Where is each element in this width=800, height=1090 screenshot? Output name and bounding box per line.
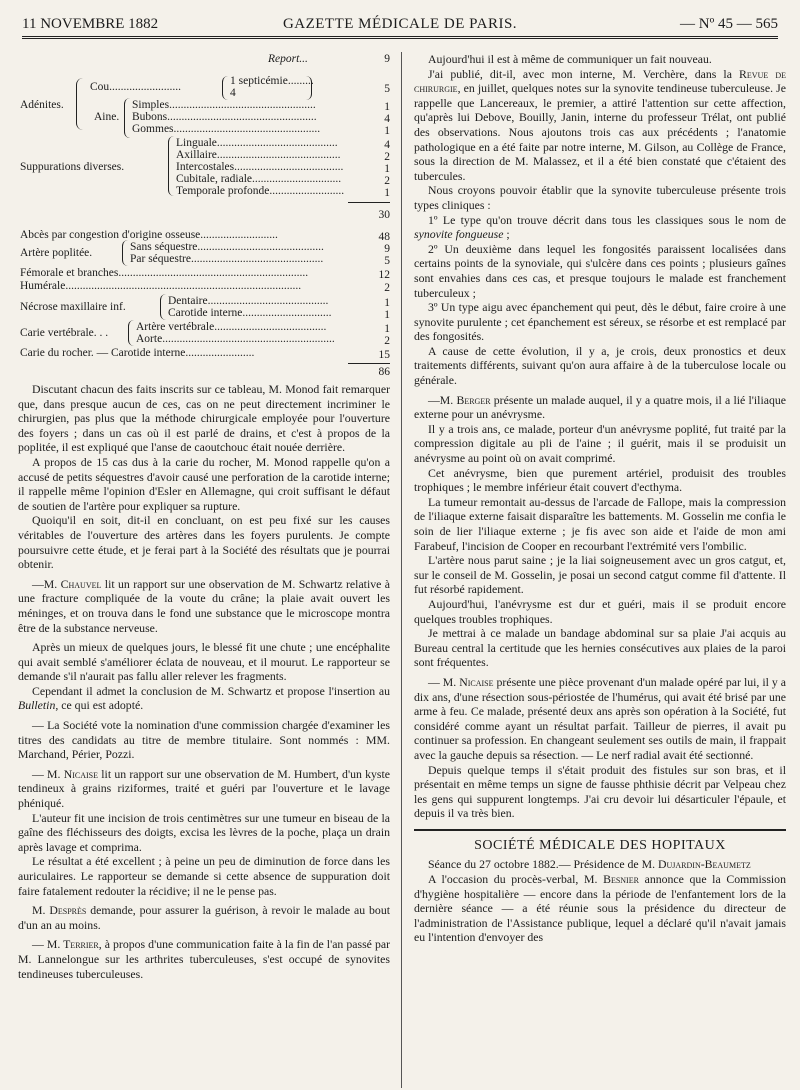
paragraph: Discutant chacun des faits inscrits sur ce tableau, M. Monod fait remarquer que, dans presque aucun de ces, cas on ne peut directement incriminer le chirurgien, pas plus que la méthode chirurgicale employée pour l'ouverture des foyers ; dans un cas où il est parlé de drains, et c'est à propos de la poplitée, il est expliqué que l'anse de caoutchouc était nouée derrière.: [18, 382, 390, 455]
header-issue: — Nº 45 — 565: [680, 16, 778, 32]
subtotal-value: 30: [378, 209, 390, 221]
suppurations-brace: [168, 136, 174, 196]
intercostales-value: 1: [384, 163, 390, 175]
artere-vertebrale-value: 1: [384, 323, 390, 335]
simples-label: Simples: [132, 99, 170, 111]
paragraph: Aujourd'hui, l'anévrysme est dur et guéri, mais il se produit encore quelques troubles trophiques.: [414, 596, 786, 626]
axillaire-value: 2: [384, 151, 390, 163]
paragraph: M. Desprès demande, pour assurer la guérison, à revoir le malade au bout d'un an au moins.: [18, 903, 390, 932]
total-rule: [348, 363, 390, 364]
speaker-name: M. Berger: [439, 392, 491, 407]
paragraph: Il y a trois ans, ce malade, porteur d'un anévrysme poplité, fut traité par la compression digitale au pli de l'aine ; il guérit, mais il se produisit un anévrysme au point où on avait comprimé.: [414, 421, 786, 466]
cou-value: 5: [384, 83, 390, 95]
paragraph: —M. Chauvel lit un rapport sur une observation de M. Schwartz relative à une fracture compliquée de la voute du crâne; la plaie avait ouvert les méninges, et on trouva dans le fond une substance que le microscope montra être de la substance nerveuse.: [18, 576, 390, 635]
par-sequestre-label: Par séquestre: [130, 253, 191, 265]
paragraph: — M. Nicaise présente une pièce provenant d'un malade opéré par lui, il y a dix ans, d'une résection sous-périostée de l'humérus, qui avait été brisé par une arme à feu. Ce malade, présenté deux ans après son opération à la Société, fut considéré comme ayant un résultat parfait. Tailleur de pierres, il avait pu continuer sa profession. En changeant seulement ses outils de main, il frappait avec la gauche depuis sa résection. — Le nerf radial avait été sectionné.: [414, 674, 787, 762]
left-column: [18, 52, 390, 981]
cubitale-label: Cubitale, radiale: [176, 173, 252, 185]
seance-line: Séance du 27 octobre 1882.— Présidence de M. Dujardin-Beaumetz: [428, 857, 751, 872]
vertebrale-brace: [128, 320, 134, 346]
septicemie-brace: [306, 76, 312, 100]
paragraph: 3º Un type aigu avec épanchement qui peut, dès le début, faire croire à une synovite purulente ; cet épanchement est séreux, se résorbe et est remplacé par des fongosités.: [414, 300, 786, 344]
artere-poplitee-label: Artère poplitée.: [20, 247, 93, 259]
statistics-table: Report... 9 Adénites. Cou......................... 1 septicémie......... 4 5 Aine. Simples................................................... 1 Bubons.................................................... 4 Gommes................................................... 1 Suppurations diverses. Linguale.......................................... 4 Axillaire........................................... 2 Intercostales...................................... 1 Cubitale, radiale............................... 2 Temporale profonde.......................... 1 30 Abcès par congestion d'origine osseuse........................... 48 Artère poplitée. Sans séquestre............................................ 9 Par séquestre.............................................. 5 Fémorale et branches.................................................................. 12 Humérale.................................................................................. 2 Nécrose maxillaire inf. Dentaire.......................................... 1 Carotide interne............................... 1 Carie vertébrale. . . Artère vertébrale....................................... 1 Aorte............................................................ 2 Carie du rocher. — Carotide interne........................ 15 86: [20, 53, 390, 378]
paragraph: Cet anévrysme, bien que purement artériel, produisit des troubles trophiques ; le membre inférieur était couvert d'ecthyma.: [414, 465, 786, 495]
adenites-label: Adénites.: [20, 99, 64, 111]
paragraph: J'ai publié, dit-il, avec mon interne, M. Verchère, dans la Revue de chirurgie, en juillet, quelques notes sur la synovite tendineuse tuberculeuse. Je rappelle que Lancereaux, le premier, a attiré l'attention sur cette affection, qu'après lui Debove, Bouilly, Janin, interne du professeur Trélat, ont publié des observations. Nous ajoutons trois cas aux précédents ; l'anatomie pathologique en a été faite par notre interne, M. Gilson, au Collège de France, sous la direction de M. Malassez, et il a été bien constaté que c'étaient des tubercules.: [414, 66, 786, 183]
speaker-name: M. Desprès: [32, 903, 87, 918]
paragraph: — La Société vote la nomination d'une commission chargée d'examiner les titres des candidats au titre de membre titulaire. Sont nommés : MM. Marchand, Périer, Pozzi.: [18, 718, 390, 762]
temporale-label: Temporale profonde: [176, 185, 270, 197]
header-title: GAZETTE MÉDICALE DE PARIS.: [282, 16, 518, 32]
linguale-label: Linguale: [176, 137, 217, 149]
septicemie-extra: 4: [230, 87, 236, 99]
gommes-label: Gommes: [132, 123, 174, 135]
carie-vertebrale-label: Carie vertébrale. . .: [20, 327, 109, 339]
speaker-name: M. Chauvel: [43, 576, 102, 591]
linguale-value: 4: [384, 139, 390, 151]
cubitale-value: 2: [384, 175, 390, 187]
carie-rocher-value: 15: [378, 349, 390, 361]
artere-vertebrale-label: Artère vertébrale: [136, 321, 215, 333]
paragraph: A l'occasion du procès-verbal, M. Besnier annonce que la Commission d'hygiène hospitalière — encore dans la période de l'enfantement lors de la dernière séance — a été réunie sous la présidence du directeur de l'administration de l'Assistance publique, lequel a déclaré qu'il n'avait jamais eu l'intention d'envoyer des: [414, 872, 786, 945]
septicemie-label: 1 septicémie: [230, 75, 288, 87]
subtotal-rule: [348, 202, 390, 203]
right-column: [414, 52, 786, 945]
speaker-name: M. Terrier: [46, 937, 99, 952]
suppurations-label: Suppurations diverses.: [20, 161, 125, 173]
bubons-value: 4: [384, 113, 390, 125]
paragraph: 1º Le type qu'on trouve décrit dans tous les classiques sous le nom de synovite fongueuse ;: [414, 212, 786, 242]
aine-label: Aine.: [94, 111, 120, 123]
carotide-interne-value: 1: [384, 309, 390, 321]
sans-sequestre-value: 9: [384, 243, 390, 255]
paragraph: Quoiqu'il en soit, dit-il en concluant, on est peu fixé sur les causes véritables de l'ouverture des artères dans les foyers purulents. Je compte poursuivre cette étude, et je ferai part à la Société des résultats que je pourrai obtenir.: [18, 513, 390, 572]
adenites-brace: [76, 78, 83, 130]
speaker-name: M. Nicaise: [47, 766, 99, 781]
carie-rocher-label: Carie du rocher. — Carotide interne: [20, 347, 186, 359]
paragraph: — M. Nicaise lit un rapport sur une observation de M. Humbert, d'un kyste tendineux à grains riziformes, traité et guéri par l'ouverture et le lavage phéniqué.: [18, 766, 391, 811]
paragraph: A cause de cette évolution, il y a, je crois, deux pronostics et deux traitements différents, suivant qu'on aura affaire à de la tuberculose locale ou générale.: [414, 343, 786, 388]
cou-brace: [222, 76, 228, 100]
paragraph: Aujourd'hui il est à même de communiquer un fait nouveau.: [428, 52, 712, 66]
report-value: 9: [384, 53, 390, 65]
abces-label: Abcès par congestion d'origine osseuse: [20, 229, 201, 241]
cou-label: Cou: [90, 81, 110, 93]
header-date: 11 NOVEMBRE 1882: [22, 16, 159, 32]
axillaire-label: Axillaire: [176, 149, 217, 161]
temporale-value: 1: [384, 187, 390, 199]
aorte-label: Aorte: [136, 333, 163, 345]
section-title: SOCIÉTÉ MÉDICALE DES HOPITAUX: [474, 837, 726, 853]
paragraph: Le résultat a été excellent ; à peine un peu de diminution de force dans les auriculaires. Le rapporteur se demande si cette absence de suppuration doit faire fatalement redouter la récidive; il ne le pense pas.: [18, 854, 390, 898]
speaker-name: M. Nicaise: [442, 674, 494, 689]
carotide-interne-label: Carotide interne: [168, 307, 243, 319]
paragraph: Après un mieux de quelques jours, le blessé fit une chute ; une encéphalite qui avait semblé s'améliorer éclata de nouveau, et il mourut. Le rapporteur se demande s'il n'aurait pas fallu aller relever les fragments.: [18, 640, 390, 684]
femorale-label: Fémorale et branches: [20, 267, 119, 279]
paragraph: Nous croyons pouvoir établir que la synovite tuberculeuse présente trois types cliniques :: [414, 183, 786, 212]
column-divider: [401, 52, 402, 1088]
paragraph: Depuis quelque temps il s'était produit des fistules sur son bras, et il présentait en même temps un signe de fausse phthisie décrit par Velpeau chez les gens qui suppurent longtemps. J'ai cru devoir lui désarticuler l'épaule, et depuis il va très bien.: [414, 762, 786, 821]
humerale-value: 2: [384, 282, 390, 294]
necrose-brace: [160, 294, 166, 320]
femorale-value: 12: [378, 269, 390, 281]
paragraph: Cependant il admet la conclusion de M. Schwartz et propose l'insertion au Bulletin, ce qui est adopté.: [18, 683, 390, 713]
poplitee-brace: [122, 240, 128, 266]
paragraph: — M. Terrier, à propos d'une communication faite à la fin de l'an passé par M. Lannelongue sur les arthrites tuberculeuses, s'est occupé de synovites tendineuses tuberculeuses.: [18, 937, 391, 981]
report-label: Report...: [268, 53, 308, 65]
paragraph: L'auteur fit une incision de trois centimètres sur une tumeur en biseau de la gaîne des fléchisseurs des doigts, excisa les lèvres de la poche, plaça un drain après lavage et comprima.: [18, 810, 390, 854]
humerale-label: Humérale: [20, 280, 66, 292]
par-sequestre-value: 5: [384, 255, 390, 267]
page-header: [22, 14, 778, 39]
paragraph: —M. Berger présente un malade auquel, il y a quatre mois, il a lié l'iliaque externe pour un anévrysme.: [414, 392, 786, 422]
section-rule: [414, 829, 786, 831]
simples-value: 1: [384, 101, 390, 113]
paragraph: A propos de 15 cas dus à la carie du rocher, M. Monod rappelle qu'on a accusé de petits séquestres d'avoir causé une perforation de la carotide interne; il rappelle même l'opinion d'Esler en Allemagne, qui croit suffisant le défaut de soutien de l'artère pour expliquer sa rupture.: [18, 454, 390, 513]
dentaire-value: 1: [384, 297, 390, 309]
bubons-label: Bubons: [132, 111, 168, 123]
total-value: 86: [378, 366, 390, 378]
paragraph: L'artère nous parut saine ; je la liai soigneusement avec un gros catgut, et, sur le conseil de M. Gosselin, je posai un second catgut comme fil d'attente. Il fut résorbé rapidement.: [414, 553, 786, 597]
paragraph: La tumeur remontait au-dessus de l'arcade de Fallope, mais la compression de l'iliaque externe faisait disparaître les battements. M. Gosselin me confia le soin de lier l'iliaque externe ; je fis avec son aide et l'aide de mon ami Farabeuf, l'incision de Cooper en recourbant l'extrémité vers l'ombilic.: [414, 494, 786, 553]
paragraph: Je mettrai à ce malade un bandage abdominal sur sa plaie J'ai acquis au Bureau central la certitude que les hernies consécutives aux plaies de la paroi sont fréquentes.: [414, 626, 786, 670]
abces-value: 48: [378, 231, 390, 243]
gommes-value: 1: [384, 125, 390, 137]
aorte-value: 2: [384, 335, 390, 347]
intercostales-label: Intercostales: [176, 161, 235, 173]
dentaire-label: Dentaire: [168, 295, 208, 307]
sans-sequestre-label: Sans séquestre: [130, 241, 198, 253]
paragraph: 2º Un deuxième dans lequel les fongosités paraissent localisées dans certains points de la synoviale, qui s'ulcère dans ces points ; plusieurs gaînes sont envahies dans ces cas, et presque toujours le malade est franchement tuberculeux ;: [414, 241, 786, 300]
aine-brace: [124, 98, 130, 138]
necrose-label: Nécrose maxillaire inf.: [20, 301, 126, 313]
